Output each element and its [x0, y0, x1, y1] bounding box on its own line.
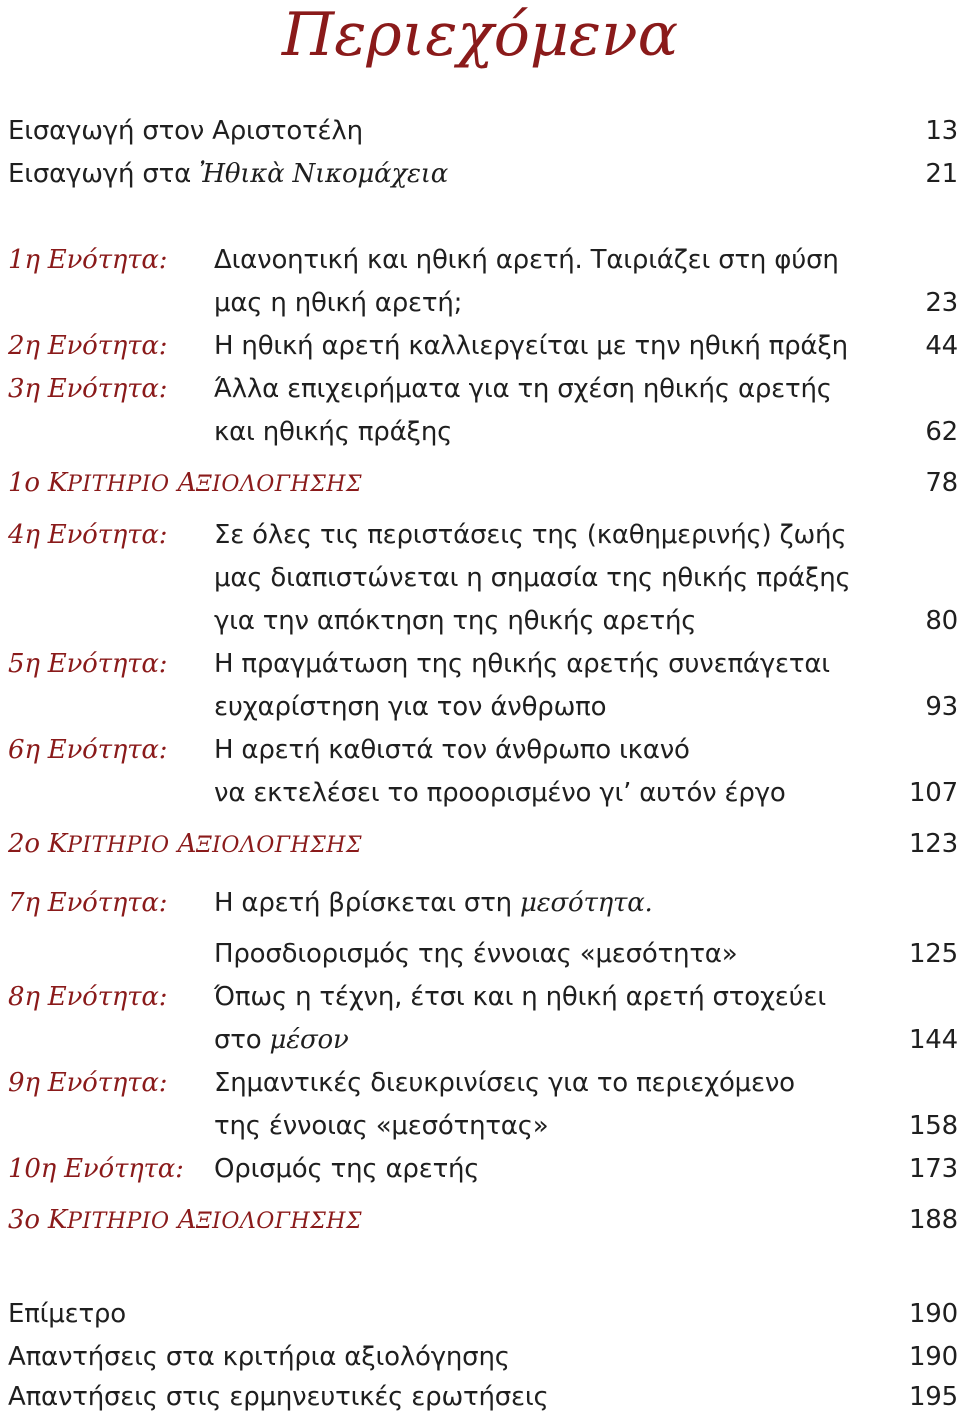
toc-entry-unit-8-cont[interactable] — [8, 1019, 958, 1062]
toc-entry-unit-9[interactable] — [8, 1062, 958, 1105]
toc-entry-unit-8[interactable] — [8, 976, 958, 1019]
unit-label: 10η Ενότητα: — [8, 1154, 184, 1184]
toc-entry-answers-questions[interactable] — [8, 1376, 958, 1419]
unit-label: 8η Ενότητα: — [8, 982, 168, 1012]
toc-entry-unit-4-cont[interactable] — [8, 557, 958, 600]
toc-entry-unit-10[interactable] — [8, 1148, 958, 1191]
toc-entry-unit-1[interactable] — [8, 239, 958, 282]
toc-page-number: 144 — [908, 1025, 958, 1055]
toc-entry-text: Η πραγμάτωση της ηθικής αρετής συνεπάγεται — [214, 649, 830, 679]
criterion-label: 2ο ΚΡΙΤΗΡΙΟ ΑΞΙΟΛΟΓΗΣΗΣ — [8, 829, 363, 859]
toc-entry-text: Επίμετρο — [8, 1299, 126, 1329]
toc-entry-unit-3-cont[interactable] — [8, 411, 958, 454]
toc-entry-text: Η αρετή καθιστά τον άνθρωπο ικανό — [214, 735, 690, 765]
unit-label: 4η Ενότητα: — [8, 520, 168, 550]
toc-page-number: 125 — [908, 939, 958, 969]
toc-entry-text: Απαντήσεις στις ερμηνευτικές ερωτήσεις — [8, 1382, 549, 1412]
toc-entry-text: Ορισμός της αρετής — [214, 1154, 480, 1184]
unit-label: 9η Ενότητα: — [8, 1068, 168, 1098]
toc-entry-text: και ηθικής πράξης — [214, 417, 453, 447]
toc-entry-intro-aristotle[interactable] — [8, 110, 958, 153]
toc-entry-text: Σημαντικές διευκρινίσεις για το περιεχόμενο — [214, 1068, 795, 1098]
toc-entry-text: Απαντήσεις στα κριτήρια αξιολόγησης — [8, 1342, 510, 1372]
toc-page-number: 23 — [925, 288, 958, 318]
toc-page-number: 195 — [908, 1382, 958, 1412]
unit-label: 3η Ενότητα: — [8, 374, 168, 404]
toc-page-number: 158 — [908, 1111, 958, 1141]
toc-entry-text: Εισαγωγή στα Ἠθικὰ Νικομάχεια — [8, 159, 449, 189]
toc-entry-intro-ethics[interactable] — [8, 153, 958, 196]
toc-page-number: 80 — [925, 606, 958, 636]
toc-page-number: 62 — [925, 417, 958, 447]
toc-page-number: 13 — [925, 116, 958, 146]
toc-entry-text: Άλλα επιχειρήματα για τη σχέση ηθικής αρετής — [214, 374, 832, 404]
criterion-label: 3ο ΚΡΙΤΗΡΙΟ ΑΞΙΟΛΟΓΗΣΗΣ — [8, 1205, 363, 1235]
toc-entry-text: Προσδιορισμός της έννοιας «μεσότητα» — [214, 939, 738, 969]
toc-entry-unit-7[interactable] — [8, 882, 958, 925]
toc-entry-unit-4-cont2[interactable] — [8, 600, 958, 643]
toc-entry-unit-3[interactable] — [8, 368, 958, 411]
toc-entry-unit-4[interactable] — [8, 514, 958, 557]
toc-entry-text: Η αρετή βρίσκεται στη μεσότητα. — [214, 888, 653, 918]
toc-entry-unit-6[interactable] — [8, 729, 958, 772]
toc-entry-answers-criteria[interactable] — [8, 1336, 958, 1379]
toc-entry-criterion-3[interactable] — [8, 1199, 958, 1242]
criterion-label: 1ο ΚΡΙΤΗΡΙΟ ΑΞΙΟΛΟΓΗΣΗΣ — [8, 468, 363, 498]
unit-label: 1η Ενότητα: — [8, 245, 168, 275]
unit-label: 6η Ενότητα: — [8, 735, 168, 765]
toc-page-number: 190 — [908, 1299, 958, 1329]
toc-entry-text: στο μέσον — [214, 1025, 349, 1055]
unit-label: 5η Ενότητα: — [8, 649, 168, 679]
toc-entry-criterion-2[interactable] — [8, 823, 958, 866]
toc-entry-text: Εισαγωγή στον Αριστοτέλη — [8, 116, 363, 146]
toc-entry-criterion-1[interactable] — [8, 462, 958, 505]
unit-label: 2η Ενότητα: — [8, 331, 168, 361]
toc-entry-unit-6-cont[interactable] — [8, 772, 958, 815]
toc-page-number: 188 — [908, 1205, 958, 1235]
toc-page-number: 21 — [925, 159, 958, 189]
toc-page-number: 44 — [925, 331, 958, 361]
toc-entry-text: μας διαπιστώνεται η σημασία της ηθικής πράξης — [214, 563, 851, 593]
toc-page-number: 107 — [908, 778, 958, 808]
toc-entry-text: να εκτελέσει το προορισμένο γι’ αυτόν έργο — [214, 778, 786, 808]
toc-entry-epimetro[interactable] — [8, 1293, 958, 1336]
toc-entry-unit-5-cont[interactable] — [8, 686, 958, 729]
toc-entry-text: Σε όλες τις περιστάσεις της (καθημερινής) ζωής — [214, 520, 847, 550]
toc-page-number: 190 — [908, 1342, 958, 1372]
toc-page-number: 78 — [925, 468, 958, 498]
page-title: Περιεχόμενα — [281, 0, 679, 70]
toc-entry-unit-9-cont[interactable] — [8, 1105, 958, 1148]
toc-page-number: 173 — [908, 1154, 958, 1184]
toc-entry-unit-7-cont[interactable] — [8, 933, 958, 976]
toc-entry-text: ευχαρίστηση για τον άνθρωπο — [214, 692, 607, 722]
toc-entry-text: Όπως η τέχνη, έτσι και η ηθική αρετή στοχεύει — [214, 982, 826, 1012]
toc-entry-text: Η ηθική αρετή καλλιεργείται με την ηθική πράξη — [214, 331, 848, 361]
toc-entry-text: της έννοιας «μεσότητας» — [214, 1111, 549, 1141]
toc-entry-unit-5[interactable] — [8, 643, 958, 686]
toc-page-number: 93 — [925, 692, 958, 722]
unit-label: 7η Ενότητα: — [8, 888, 168, 918]
toc-entry-text: Διανοητική και ηθική αρετή. Ταιριάζει στη φύση — [214, 245, 839, 275]
toc-entry-text: για την απόκτηση της ηθικής αρετής — [214, 606, 697, 636]
toc-page-number: 123 — [908, 829, 958, 859]
toc-entry-text: μας η ηθική αρετή; — [214, 288, 463, 318]
toc-entry-unit-2[interactable] — [8, 325, 958, 368]
toc-entry-unit-1-cont[interactable] — [8, 282, 958, 325]
